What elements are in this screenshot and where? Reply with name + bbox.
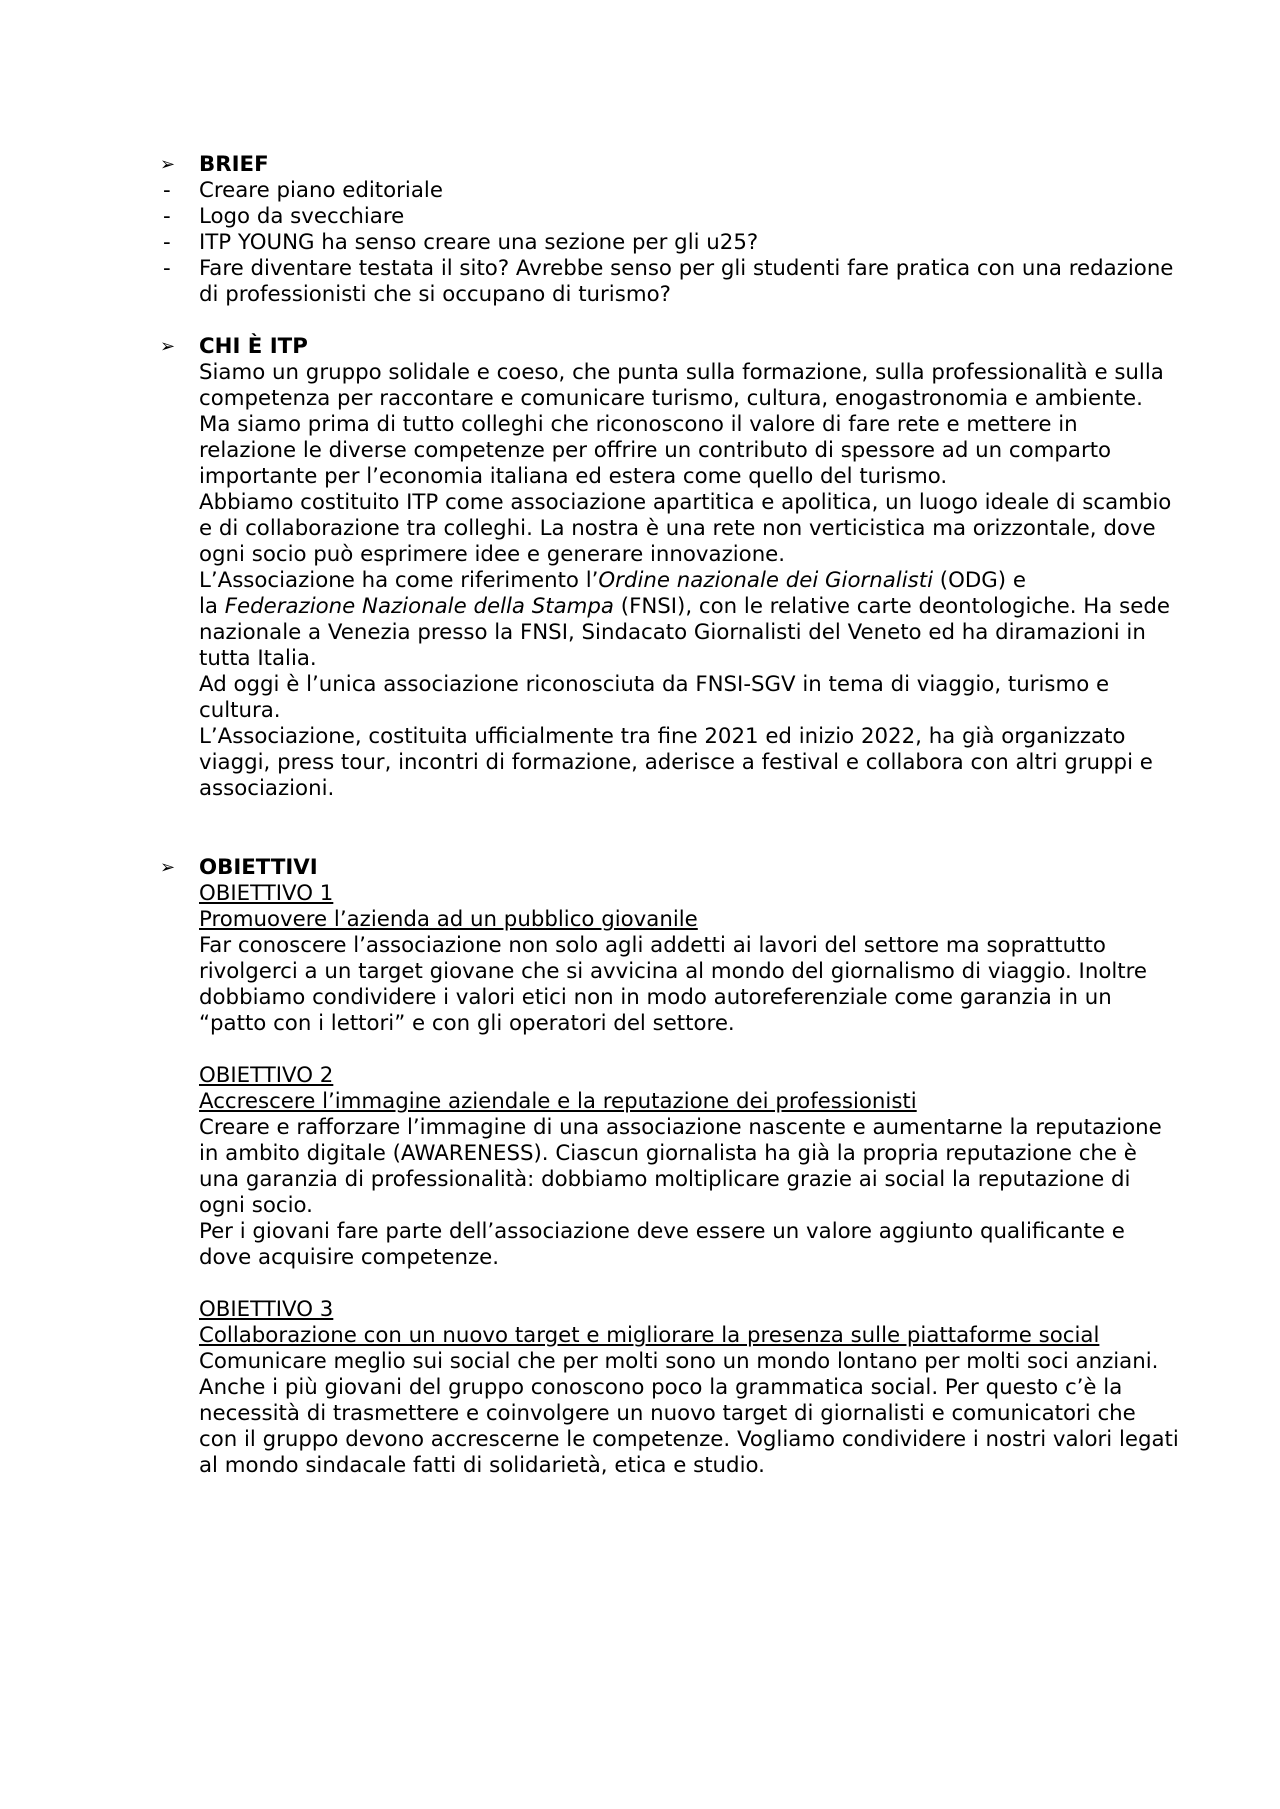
dash-bullet: -	[163, 256, 171, 281]
objective-subtitle: Collaborazione con un nuovo target e migliorare la presenza sulle piattaforme social	[199, 1323, 1100, 1348]
fnsi-name: Federazione Nazionale della Stampa	[224, 594, 614, 619]
list-item	[160, 256, 1180, 308]
chi-paragraph-2: Ma siamo prima di tutto colleghi che riconoscono il valore di fare rete e mettere in relazione le diverse competenze per offrire un contributo di spessore ad un comparto importante per l’economia italiana ed estera come quello del turismo.	[199, 412, 1112, 489]
objective-2	[199, 1063, 1180, 1271]
chi-body	[160, 360, 1180, 802]
list-item-text: Fare diventare testata il sito? Avrebbe senso per gli studenti fare pratica con una redazione di professionisti che si occupano di turismo?	[199, 256, 1174, 307]
brief-list	[160, 178, 1180, 308]
objective-subtitle: Promuovere l’azienda ad un pubblico giovanile	[199, 907, 698, 932]
odg-name: Ordine nazionale dei Giornalisti	[598, 568, 934, 593]
dash-bullet: -	[163, 230, 171, 255]
objective-3	[199, 1297, 1180, 1479]
chi-p4-text-a: L’Associazione ha come riferimento l’	[199, 568, 599, 593]
obiettivi-section	[160, 855, 1180, 1479]
arrow-bullet-icon: ➢	[160, 336, 176, 357]
objective-label: OBIETTIVO 1	[199, 881, 334, 906]
chi-p4-text-d: (FNSI), con le relative carte deontologiche. Ha sede nazionale a Venezia presso la FNSI, Sindacato Giornalisti del Veneto ed ha diramazioni in tutta Italia.	[199, 594, 1170, 671]
brief-heading: BRIEF	[199, 152, 269, 177]
objective-subtitle: Accrescere l’immagine aziendale e la reputazione dei professionisti	[199, 1089, 917, 1114]
chi-paragraph-6: L’Associazione, costituita ufficialmente tra fine 2021 ed inizio 2022, ha già organizzato viaggi, press tour, incontri di formazione, aderisce a festival e collabora con altri gruppi e associazioni.	[199, 724, 1153, 801]
objective-text: Far conoscere l’associazione non solo agli addetti ai lavori del settore ma soprattutto rivolgerci a un target giovane che si avvicina al mondo del giornalismo di viaggio. Inoltre dobbiamo condividere i valori etici non in modo autoreferenziale come garanzia in un “patto con i lettori” e con gli operatori del settore.	[199, 933, 1148, 1036]
list-item-text: ITP YOUNG ha senso creare una sezione per gli u25?	[199, 230, 759, 255]
list-item-text: Creare piano editoriale	[199, 178, 443, 203]
arrow-bullet-icon: ➢	[160, 154, 176, 175]
chi-p4-text-b: (ODG) e	[933, 568, 1026, 593]
chi-paragraph-3: Abbiamo costituito ITP come associazione apartitica e apolitica, un luogo ideale di scambio e di collaborazione tra colleghi. La nostra è una rete non verticistica ma orizzontale, dove ogni socio può esprimere idee e generare innovazione.	[199, 490, 1172, 567]
objective-label: OBIETTIVO 2	[199, 1063, 334, 1088]
chi-p4-text-c: la	[199, 594, 225, 619]
chi-paragraph-4	[199, 568, 1180, 672]
objective-1	[199, 881, 1180, 1037]
obiettivi-body	[160, 881, 1180, 1479]
chi-heading: CHI È ITP	[199, 334, 308, 359]
arrow-bullet-icon: ➢	[160, 857, 176, 878]
brief-section	[160, 152, 1180, 308]
objective-label: OBIETTIVO 3	[199, 1297, 334, 1322]
list-item	[160, 230, 1180, 256]
chi-paragraph-1: Siamo un gruppo solidale e coeso, che punta sulla formazione, sulla professionalità e sulla competenza per raccontare e comunicare turismo, cultura, enogastronomia e ambiente.	[199, 360, 1164, 411]
spacer	[199, 1037, 1180, 1063]
objective-text: Creare e rafforzare l’immagine di una associazione nascente e aumentarne la reputazione in ambito digitale (AWARENESS). Ciascun giornalista ha già la propria reputazione che è una garanzia di professionalità: dobbiamo moltiplicare grazie ai social la reputazione di ogni socio.	[199, 1115, 1162, 1218]
spacer	[199, 1271, 1180, 1297]
objective-text: Comunicare meglio sui social che per molti sono un mondo lontano per molti soci anziani. Anche i più giovani del gruppo conoscono poco la grammatica social. Per questo c’è la necessità di trasmettere e coinvolgere un nuovo target di giornalisti e comunicatori che con il gruppo devono accrescerne le competenze. Vogliamo condividere i nostri valori legati al mondo sindacale fatti di solidarietà, etica e studio.	[199, 1349, 1179, 1478]
dash-bullet: -	[163, 178, 171, 203]
obiettivi-heading-row	[160, 855, 1180, 881]
objective-text-2: Per i giovani fare parte dell’associazione deve essere un valore aggiunto qualificante e dove acquisire competenze.	[199, 1219, 1125, 1270]
chi-paragraph-5: Ad oggi è l’unica associazione riconosciuta da FNSI-SGV in tema di viaggio, turismo e cultura.	[199, 672, 1110, 723]
list-item-text: Logo da svecchiare	[199, 204, 405, 229]
list-item	[160, 178, 1180, 204]
chi-heading-row	[160, 334, 1180, 360]
obiettivi-heading: OBIETTIVI	[199, 855, 318, 880]
chi-section	[160, 334, 1180, 802]
list-item	[160, 204, 1180, 230]
brief-heading-row	[160, 152, 1180, 178]
dash-bullet: -	[163, 204, 171, 229]
